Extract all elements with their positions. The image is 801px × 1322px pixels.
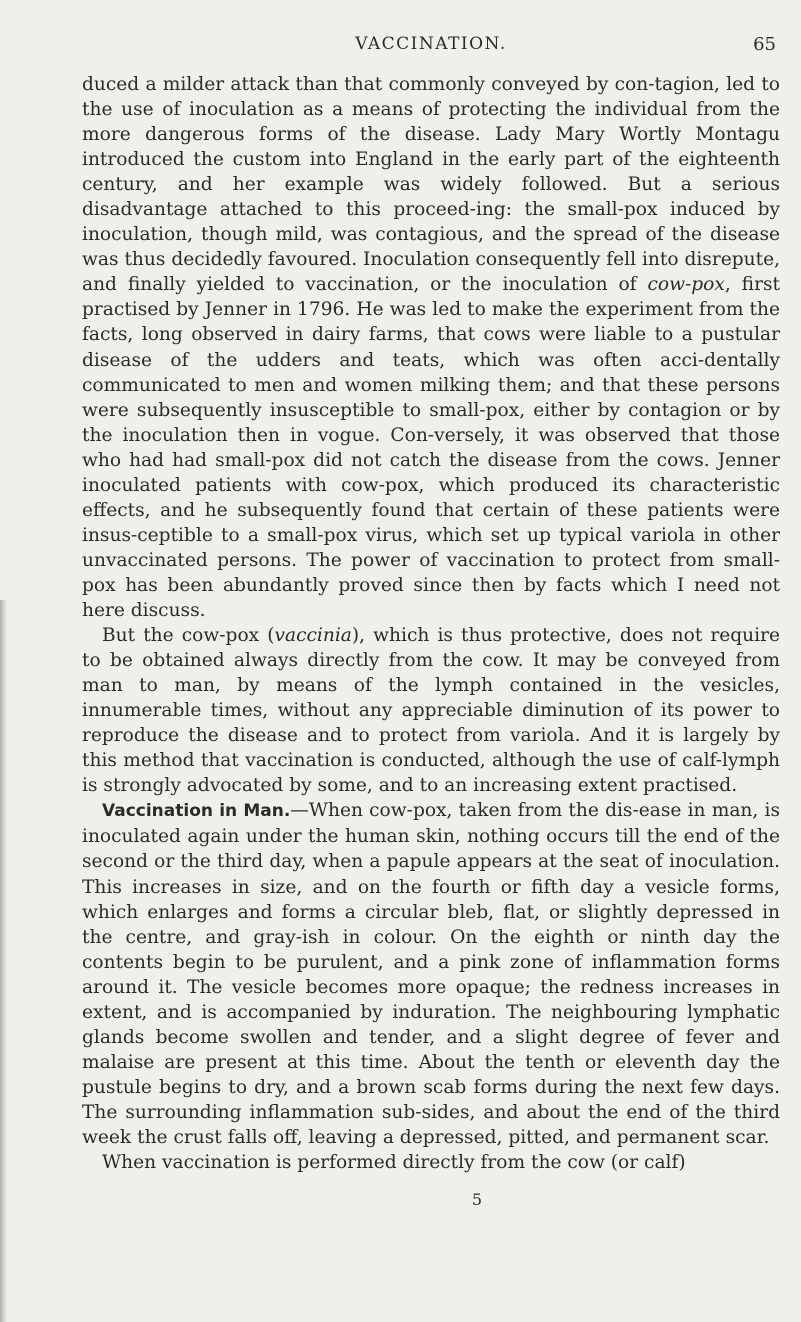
- text-run: duced a milder attack than that commonly conveyed by con-tagion, led to the use of inoculation as a means of protecting the individual from the more dangerous forms of the disease. Lady Mary Wortly Montagu introduced the custom into England in the early part of the eighteenth century, and her example was widely followed. But a serious disadvantage attached to this proceed-ing: the small-pox induced by inoculation, though mild, was contagious, and the spread of the disease was thus decidedly favoured. Inoculation consequently fell into disrepute, and finally yielded to vaccination, or the inoculation of: [82, 74, 781, 296]
- page-number: 65: [753, 34, 776, 55]
- text-run: , first practised by Jenner in 1796. He was led to make the experiment from the facts, long observed in dairy farms, that cows were liable to a pustular disease of the udders and teats, which was often acci-dentally communicated to men and women milking them; and that these persons were subsequently insusceptible to small-pox, either by contagion or by the inoculation then in vogue. Con-versely, it was observed that those who had had small-pox did not catch the disease from the cows. Jenner inoculated patients with cow-pox, which produced its characteristic effects, and he subsequently found that certain of these patients were insus-ceptible to a small-pox virus, which set up typical variola in other unvaccinated persons. The power of vaccination to protect from small-pox has been abundantly proved since then by facts which I need not here discuss.: [82, 274, 780, 621]
- text-run: But the cow-pox (: [102, 625, 275, 647]
- italic-term-cow-pox: cow-pox: [647, 274, 725, 296]
- text-run: ), which is thus protective, does not require to be obtained always directly from the cow. It may be conveyed from man to man, by means of the lymph contained in the vesicles, innumerable times, without any appreciable diminution of its power to reproduce the disease and to protect from variola. And it is largely by this method that vaccination is conducted, although the use of calf-lymph is strongly advocated by some, and to an increasing extent practised.: [82, 625, 780, 797]
- text-run: When vaccination is performed directly from the cow (or calf): [102, 1152, 686, 1174]
- paragraph-history: [82, 72, 780, 623]
- italic-term-vaccinia: vaccinia: [274, 625, 352, 647]
- text-run: —When cow-pox, taken from the dis-ease in man, is inoculated again under the human skin, nothing occurs till the end of the second or the third day, when a papule appears at the seat of inoculation. This increases in size, and on the fourth or fifth day a vesicle forms, which enlarges and forms a circular bleb, flat, or slightly depressed in the centre, and gray-ish in colour. On the eighth or ninth day the contents begin to be purulent, and a pink zone of inflammation forms around it. The vesicle becomes more opaque; the redness increases in extent, and is accompanied by induration. The neighbouring lymphatic glands become swollen and tender, and a slight degree of fever and malaise are present at this time. About the tenth or eleventh day the pustule begins to dry, and a brown scab forms during the next few days. The surrounding inflammation sub-sides, and about the end of the third week the crust falls off, leaving a depressed, pitted, and permanent scar.: [82, 800, 780, 1148]
- paragraph-lymph: [82, 623, 780, 798]
- binding-shadow: [0, 600, 7, 1322]
- paragraph-cow-direct: [82, 1150, 780, 1175]
- paragraph-vaccination-in-man: [82, 798, 780, 1150]
- signature-mark: 5: [471, 1190, 483, 1209]
- body-text: [82, 72, 780, 1175]
- running-header: [82, 34, 780, 62]
- running-title: VACCINATION.: [355, 34, 507, 54]
- section-heading-vaccination-in-man: Vaccination in Man.: [102, 801, 291, 822]
